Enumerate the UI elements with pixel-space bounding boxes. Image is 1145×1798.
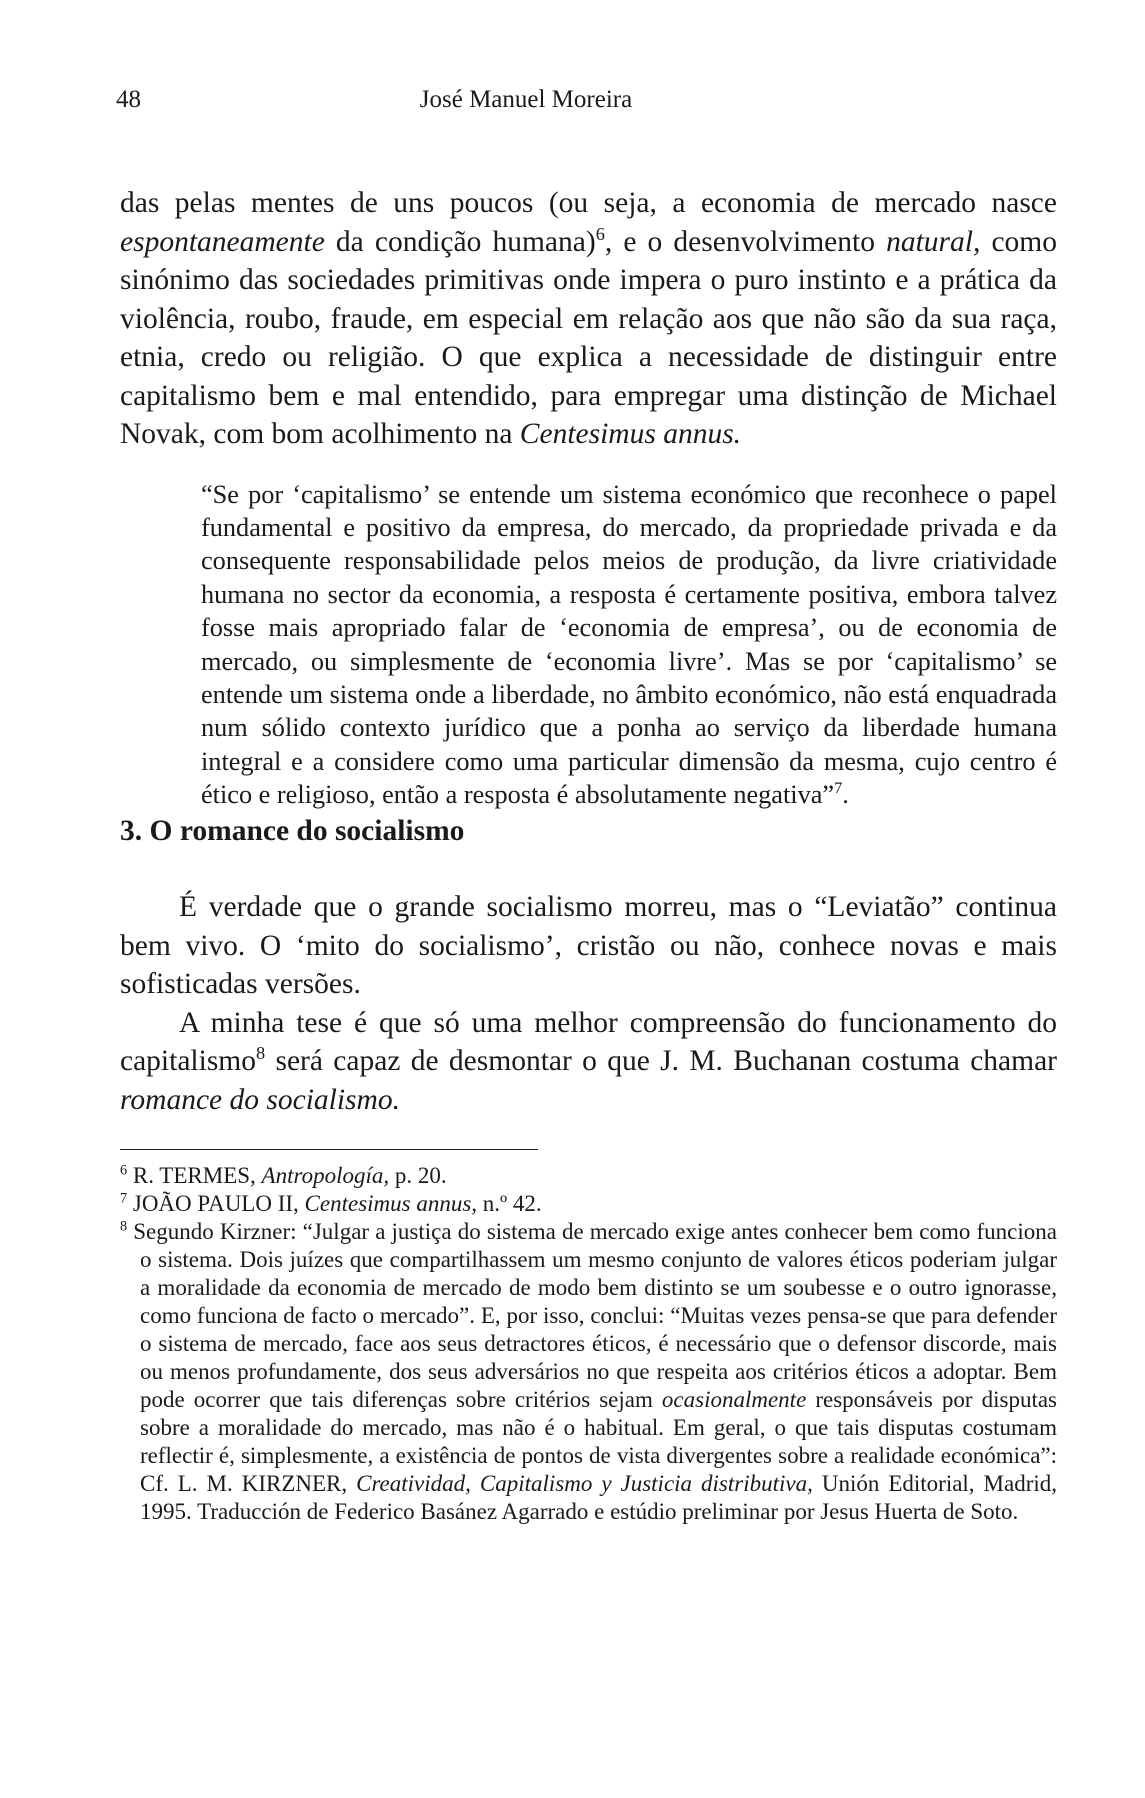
italic-run: Antropología, — [261, 1163, 390, 1189]
footnote-ref-8: 8 — [256, 1043, 266, 1064]
footnote-number: 7 — [120, 1190, 128, 1207]
text-run: p. 20. — [389, 1163, 447, 1189]
section-heading: 3. O romance do socialismo — [120, 814, 465, 847]
page-body — [120, 184, 1057, 1526]
italic-run: Centesimus annus, — [304, 1191, 478, 1217]
footnote-6 — [120, 1162, 1057, 1190]
text-run: como sinónimo das sociedades primitivas onde impera o puro instinto e a prática da violência, roubo, fraude, em especial em relação aos que não são da sua raça, etnia, credo ou religião. O que explica a necessidade de distinguir entre capitalismo bem e mal entendido, para empregar uma distinção de Michael Novak, com bom acolhimento na — [120, 225, 1058, 450]
running-head: José Manuel Moreira — [419, 86, 633, 113]
footnote-ref-7: 7 — [834, 778, 843, 798]
italic-run: natural, — [886, 225, 981, 258]
text-run: da condição humana) — [324, 225, 596, 258]
italic-run: espontaneamente — [120, 225, 325, 258]
block-quote — [201, 478, 1057, 812]
paragraph-continuation — [120, 184, 1057, 454]
italic-run: Centesimus annus. — [519, 418, 742, 450]
text-run: Unión Editorial, Madrid, 1995. Traducción de Federico Basánez Agarrado e estúdio preliminar por Jesus Huerta de Soto. — [140, 1471, 1058, 1525]
text-run: JOÃO PAULO II, — [127, 1191, 305, 1217]
quote-text: “Se por ‘capitalismo’ se entende um sistema económico que reconhece o papel fundamental e positivo da empresa, do mercado, da propriedade privada e da consequente responsabilidade pelos meios de produção, da livre criatividade humana no sector da economia, a resposta é certamente positiva, embora talvez fosse mais apropriado falar de ‘economia de empresa’, ou de economia de mercado, ou simplesmente de ‘economia livre’. Mas se por ‘capitalismo’ se entende um sistema onde a liberdade, no âmbito económico, não está enquadrada num sólido contexto jurídico que a ponha ao serviço da liberdade humana integral e a considere como uma particular dimensão da mesma, cujo centro é ético e religioso, então a resposta é absolutamente negativa” — [201, 479, 1057, 810]
footnote-number: 6 — [120, 1162, 128, 1179]
page-number: 48 — [116, 86, 141, 113]
page-header — [116, 86, 1046, 126]
text-run: . — [842, 780, 849, 810]
italic-run: ocasionalmente — [661, 1387, 807, 1413]
text-run: das pelas mentes de uns poucos (ou seja, a economia de mercado nasce — [120, 187, 1057, 219]
footnote-8 — [120, 1218, 1057, 1526]
text-run: , e o desenvolvimento — [604, 225, 887, 258]
footnote-7 — [120, 1190, 1057, 1218]
text-run: Segundo Kirzner: “Julgar a justiça do sistema de mercado exige antes conhecer bem como funciona o sistema. Dois juízes que compartilhassem um mesmo conjunto de valores éticos poderiam julgar a moralidade da economia de mercado de modo bem distinto se um soubesse e o outro ignorasse, como funciona de facto o mercado”. E, por isso, conclui: “Muitas vezes pensa-se que para defender o sistema de mercado, face aos seus detractores éticos, é necessário que o defensor discorde, mais ou menos profundamente, dos seus adversários no que respeita aos critérios éticos a adoptar. Bem pode ocorrer que tais diferenças sobre critérios sejam — [127, 1219, 1057, 1413]
footnotes — [120, 1162, 1057, 1526]
text-run: A minha tese é que só uma melhor compreensão do funcionamento do capitalismo — [120, 1006, 1057, 1078]
text-run: será capaz de desmontar o que J. M. Buchanan costuma chamar — [265, 1045, 1057, 1078]
footnote-ref-6: 6 — [595, 223, 605, 244]
text-run: n.º 42. — [477, 1191, 542, 1217]
paragraph: É verdade que o grande socialismo morreu, mas o “Leviatão” continua bem vivo. O ‘mito do socialismo’, cristão ou não, conhece novas e mais sofisticadas versões. — [120, 891, 1057, 1001]
text-run: responsáveis por disputas sobre a moralidade do mercado, mas não é o habitual. Em geral, o que tais disputas costumam reflectir é, simplesmente, a existência de pontos de vista divergentes sobre a realidade económica”: Cf. L. M. KIRZNER, — [140, 1387, 1057, 1497]
footnote-number: 8 — [120, 1218, 128, 1235]
italic-run: romance do socialismo. — [120, 1083, 400, 1116]
footnote-divider — [120, 1149, 538, 1150]
paragraph — [120, 1004, 1057, 1120]
italic-run: Creatividad, Capitalismo y Justicia distributiva, — [356, 1471, 813, 1497]
text-run: R. TERMES, — [127, 1163, 262, 1189]
